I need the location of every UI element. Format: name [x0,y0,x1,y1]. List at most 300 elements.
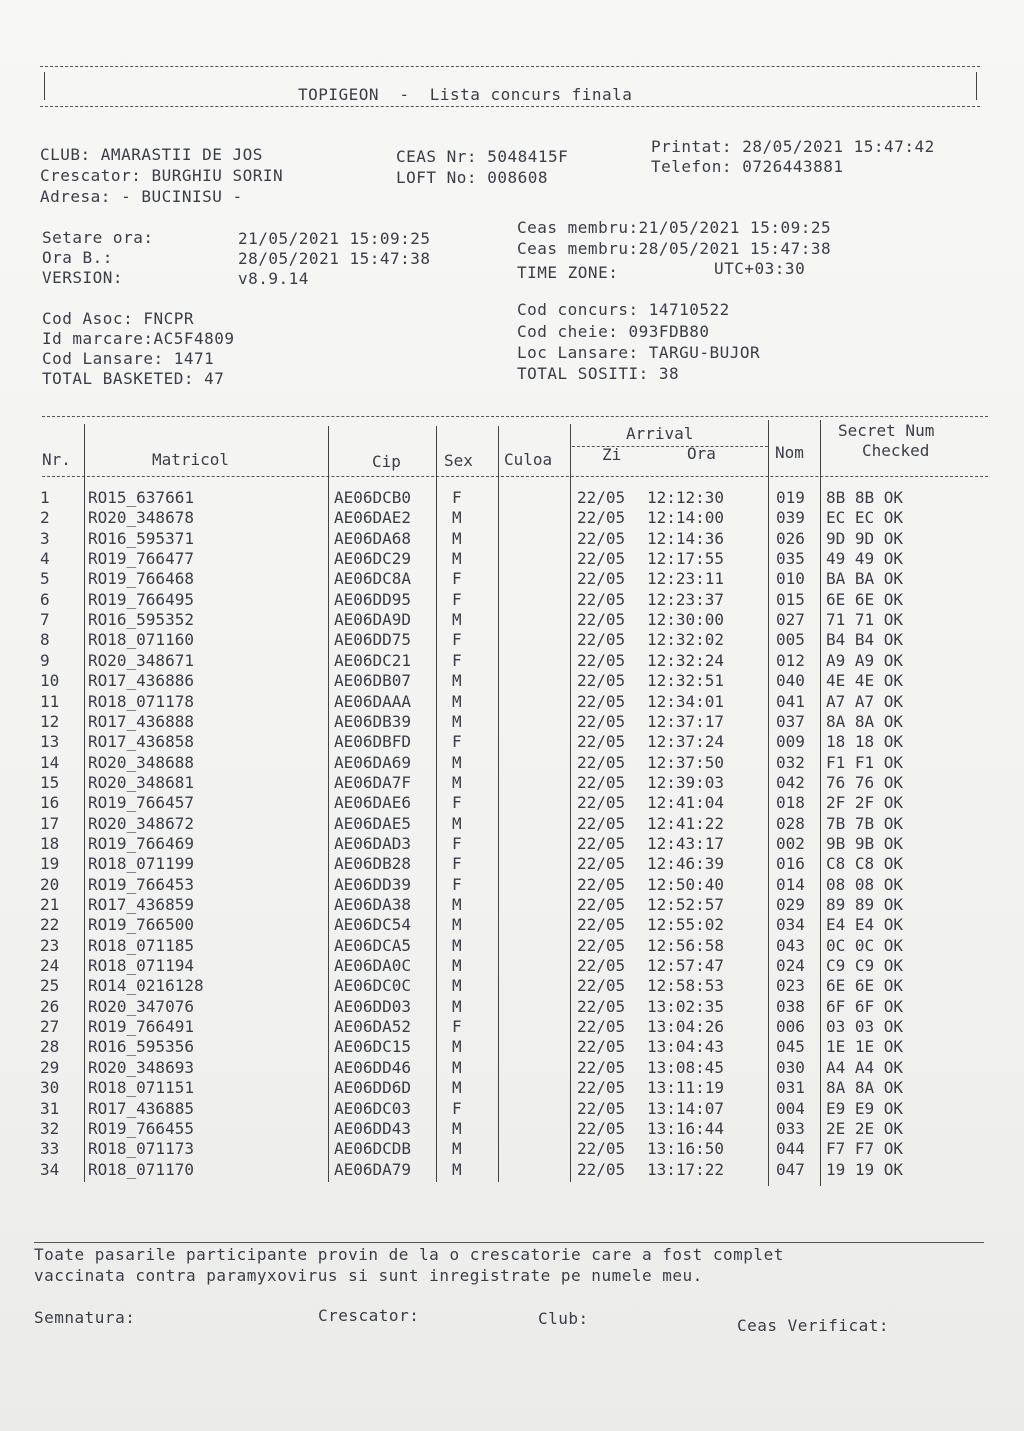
cell-nom: 028 [776,813,805,833]
cell-arrival-day: 22/05 [577,956,626,976]
table-row [0,976,1000,996]
cell-nom: 041 [776,691,805,711]
cell-secret-check: 7B 7B OK [826,813,904,833]
cell-row-number: 11 [40,691,60,711]
cell-secret-check: F1 F1 OK [826,752,904,772]
clock-verified-label: Ceas Verificat: [737,1316,889,1335]
version-label: VERSION: [42,268,124,287]
cell-chip-id: AE06DA38 [334,895,412,914]
cell-chip-id: AE06DA9D [334,610,412,630]
cell-nom: 009 [776,732,805,752]
cell-ring-number: RO19_766453 [88,874,194,894]
cell-ring-number: RO19_766469 [88,833,194,853]
cell-sex: M [452,752,462,772]
cell-arrival-day: 22/05 [577,630,626,650]
cell-ring-number: RO18_071170 [88,1159,194,1179]
cell-sex: F [452,854,462,874]
cell-ring-number: RO17_436885 [88,1098,194,1118]
cell-arrival-day: 22/05 [577,1017,626,1037]
cell-nom: 034 [776,915,805,935]
table-row [0,1058,1000,1078]
col-header-zi: Zi [602,445,622,464]
cell-ring-number: RO20_348693 [88,1057,194,1077]
cell-sex: M [452,772,462,792]
table-row [0,610,1000,630]
col-header-nom: Nom [775,443,804,462]
cell-sex: F [452,1017,462,1037]
cell-secret-check: 2F 2F OK [826,793,904,813]
col-header-arrival: Arrival [626,424,694,443]
cell-chip-id: AE06DCA5 [334,935,412,955]
cell-sex: F [452,793,462,813]
cell-arrival-time: 12:34:01 [647,691,725,711]
cell-secret-check: 71 71 OK [826,610,904,630]
cell-row-number: 13 [40,732,60,752]
cell-sex: F [452,1098,462,1118]
cell-arrival-time: 13:14:07 [647,1098,725,1118]
cell-row-number: 27 [40,1017,60,1037]
id-marcare: Id marcare:AC5F4809 [42,329,235,348]
cell-ring-number: RO18_071173 [88,1139,194,1159]
club-name: CLUB: AMARASTII DE JOS [40,145,263,164]
cell-secret-check: EC EC OK [826,508,904,528]
cell-sex: F [452,650,462,670]
cell-chip-id: AE06DD95 [334,589,412,609]
title-bottom-border [40,106,980,107]
cell-arrival-time: 12:32:51 [647,671,725,691]
cell-arrival-day: 22/05 [577,874,626,894]
cell-arrival-day: 22/05 [577,488,626,507]
cell-sex: F [452,874,462,894]
cell-row-number: 9 [40,650,50,670]
table-row [0,569,1000,589]
cell-secret-check: 8B 8B OK [826,488,904,507]
table-row [0,671,1000,691]
cell-ring-number: RO14_0216128 [88,976,204,996]
cell-secret-check: E4 E4 OK [826,915,904,935]
col-header-ora: Ora [687,444,716,463]
table-row [0,590,1000,610]
cell-sex: M [452,956,462,976]
cell-row-number: 22 [40,915,60,935]
cell-nom: 026 [776,528,805,548]
cell-secret-check: 8A 8A OK [826,711,904,731]
cell-sex: F [452,589,462,609]
cell-sex: F [452,833,462,853]
cell-arrival-day: 22/05 [577,691,626,711]
cell-row-number: 4 [40,549,50,569]
cell-arrival-time: 12:52:57 [647,895,725,914]
table-row [0,875,1000,895]
cell-arrival-time: 12:37:24 [647,732,725,752]
table-row [0,834,1000,854]
cell-sex: M [452,935,462,955]
cell-row-number: 31 [40,1098,60,1118]
cell-chip-id: AE06DC54 [334,915,412,935]
cell-nom: 039 [776,508,805,528]
cell-arrival-time: 12:17:55 [647,549,725,569]
cell-chip-id: AE06DAE5 [334,813,412,833]
cell-ring-number: RO17_436886 [88,671,194,691]
table-row [0,1017,1000,1037]
cell-arrival-time: 12:30:00 [647,610,725,630]
cell-arrival-time: 13:04:43 [647,1037,725,1057]
cell-secret-check: 49 49 OK [826,549,904,569]
cell-sex: M [452,671,462,691]
cell-ring-number: RO20_348678 [88,508,194,528]
cell-arrival-time: 12:41:22 [647,813,725,833]
table-row [0,956,1000,976]
clock-number: CEAS Nr: 5048415F [396,147,569,166]
cell-row-number: 10 [40,671,60,691]
table-top-border [42,416,988,417]
time-zone-label: TIME ZONE: [517,263,619,282]
cell-nom: 006 [776,1017,805,1037]
cell-chip-id: AE06DB07 [334,671,412,691]
cell-sex: M [452,996,462,1016]
cell-ring-number: RO17_436858 [88,732,194,752]
cell-nom: 012 [776,650,805,670]
cell-ring-number: RO16_595371 [88,528,194,548]
cell-ring-number: RO20_348688 [88,752,194,772]
cell-chip-id: AE06DAE2 [334,508,412,528]
cell-arrival-day: 22/05 [577,915,626,935]
cell-arrival-day: 22/05 [577,610,626,630]
cell-chip-id: AE06DD43 [334,1118,412,1138]
cell-chip-id: AE06DA68 [334,528,412,548]
table-row [0,1119,1000,1139]
cell-sex: M [452,976,462,996]
cell-secret-check: 6E 6E OK [826,976,904,996]
cell-sex: M [452,1159,462,1179]
cell-nom: 010 [776,569,805,589]
cell-chip-id: AE06DD75 [334,630,412,650]
member-clock-2: Ceas membru:28/05/2021 15:47:38 [517,239,832,258]
cell-secret-check: E9 E9 OK [826,1098,904,1118]
cell-arrival-day: 22/05 [577,996,626,1016]
table-row [0,793,1000,813]
title-top-border [40,66,980,67]
cell-chip-id: AE06DB39 [334,711,412,731]
cell-nom: 043 [776,935,805,955]
cell-arrival-time: 12:46:39 [647,854,725,874]
cell-nom: 035 [776,549,805,569]
title-left-border [44,72,45,100]
cell-ring-number: RO18_071199 [88,854,194,874]
cell-arrival-time: 13:11:19 [647,1078,725,1098]
cod-cheie: Cod cheie: 093FDB80 [517,322,710,341]
cell-chip-id: AE06DC15 [334,1037,412,1057]
table-row [0,692,1000,712]
cell-secret-check: C9 C9 OK [826,956,904,976]
cell-secret-check: F7 F7 OK [826,1139,904,1159]
cod-asoc: Cod Asoc: FNCPR [42,309,194,328]
cell-nom: 029 [776,895,805,914]
cell-sex: M [452,1037,462,1057]
cell-nom: 038 [776,996,805,1016]
breeder-signature-label: Crescator: [318,1306,420,1325]
cell-chip-id: AE06DD6D [334,1078,412,1098]
cell-row-number: 14 [40,752,60,772]
cell-row-number: 19 [40,854,60,874]
loft-number: LOFT No: 008608 [396,168,548,187]
cell-secret-check: 6F 6F OK [826,996,904,1016]
cell-row-number: 29 [40,1057,60,1077]
col-header-cip: Cip [372,452,401,471]
table-row [0,488,1000,508]
cell-nom: 018 [776,793,805,813]
time-zone-value: UTC+03:30 [714,259,806,278]
cell-secret-check: 89 89 OK [826,895,904,914]
cell-secret-check: 1E 1E OK [826,1037,904,1057]
cell-arrival-day: 22/05 [577,508,626,528]
cell-ring-number: RO20_348671 [88,650,194,670]
cell-secret-check: 2E 2E OK [826,1118,904,1138]
cell-arrival-time: 12:14:36 [647,528,725,548]
cell-nom: 044 [776,1139,805,1159]
cell-ring-number: RO18_071151 [88,1078,194,1098]
cell-nom: 042 [776,772,805,792]
cod-lansare: Cod Lansare: 1471 [42,349,215,368]
cell-arrival-time: 12:56:58 [647,935,725,955]
table-row [0,549,1000,569]
table-row [0,1099,1000,1119]
cell-chip-id: AE06DAD3 [334,833,412,853]
col-header-checked: Checked [862,441,930,460]
cell-sex: M [452,915,462,935]
cell-nom: 019 [776,488,805,507]
setare-ora-label: Setare ora: [42,228,154,247]
cell-secret-check: 6E 6E OK [826,589,904,609]
cell-ring-number: RO19_766457 [88,793,194,813]
cell-nom: 037 [776,711,805,731]
cell-secret-check: BA BA OK [826,569,904,589]
cell-arrival-day: 22/05 [577,935,626,955]
cell-arrival-day: 22/05 [577,671,626,691]
cell-chip-id: AE06DBFD [334,732,412,752]
cell-sex: M [452,813,462,833]
cell-secret-check: 9B 9B OK [826,833,904,853]
table-row [0,630,1000,650]
cell-ring-number: RO20_348672 [88,813,194,833]
cell-nom: 024 [776,956,805,976]
cod-concurs: Cod concurs: 14710522 [517,300,730,319]
table-row [0,1078,1000,1098]
cell-secret-check: 9D 9D OK [826,528,904,548]
cell-nom: 047 [776,1159,805,1179]
loc-lansare: Loc Lansare: TARGU-BUJOR [517,343,761,362]
cell-arrival-time: 13:16:50 [647,1139,725,1159]
cell-arrival-day: 22/05 [577,549,626,569]
cell-chip-id: AE06DC29 [334,549,412,569]
cell-secret-check: 03 03 OK [826,1017,904,1037]
ora-b-label: Ora B.: [42,248,113,267]
cell-nom: 015 [776,589,805,609]
cell-nom: 002 [776,833,805,853]
cell-ring-number: RO18_071160 [88,630,194,650]
cell-row-number: 34 [40,1159,60,1179]
cell-ring-number: RO19_766477 [88,549,194,569]
cell-nom: 016 [776,854,805,874]
printed-at: Printat: 28/05/2021 15:47:42 [651,137,935,156]
cell-chip-id: AE06DC03 [334,1098,412,1118]
total-basketed: TOTAL BASKETED: 47 [42,369,225,388]
cell-chip-id: AE06DAE6 [334,793,412,813]
cell-chip-id: AE06DA0C [334,956,412,976]
table-row [0,753,1000,773]
cell-secret-check: 18 18 OK [826,732,904,752]
cell-ring-number: RO19_766495 [88,589,194,609]
cell-arrival-time: 12:58:53 [647,976,725,996]
cell-chip-id: AE06DA79 [334,1159,412,1179]
cell-arrival-time: 12:12:30 [647,488,725,507]
cell-row-number: 28 [40,1037,60,1057]
cell-arrival-time: 13:04:26 [647,1017,725,1037]
cell-arrival-day: 22/05 [577,976,626,996]
cell-ring-number: RO17_436888 [88,711,194,731]
cell-arrival-day: 22/05 [577,895,626,914]
cell-arrival-day: 22/05 [577,1057,626,1077]
table-row [0,997,1000,1017]
cell-secret-check: 19 19 OK [826,1159,904,1179]
cell-arrival-day: 22/05 [577,528,626,548]
cell-chip-id: AE06DD39 [334,874,412,894]
cell-ring-number: RO16_595356 [88,1037,194,1057]
cell-row-number: 23 [40,935,60,955]
cell-secret-check: 4E 4E OK [826,671,904,691]
cell-arrival-day: 22/05 [577,793,626,813]
vaccination-statement-line2: vaccinata contra paramyxovirus si sunt inregistrate pe numele meu. [34,1266,703,1285]
breeder-name: Crescator: BURGHIU SORIN [40,166,284,185]
cell-ring-number: RO19_766491 [88,1017,194,1037]
cell-secret-check: C8 C8 OK [826,854,904,874]
cell-row-number: 16 [40,793,60,813]
cell-arrival-day: 22/05 [577,732,626,752]
table-header-border [42,476,988,477]
col-header-nr: Nr. [42,450,71,469]
cell-nom: 033 [776,1118,805,1138]
cell-arrival-time: 12:23:37 [647,589,725,609]
cell-nom: 030 [776,1057,805,1077]
cell-ring-number: RO18_071178 [88,691,194,711]
cell-row-number: 17 [40,813,60,833]
title-right-border [976,72,977,100]
cell-arrival-day: 22/05 [577,650,626,670]
cell-row-number: 1 [40,488,50,507]
cell-secret-check: 0C 0C OK [826,935,904,955]
ora-b-value: 28/05/2021 15:47:38 [238,249,431,268]
table-row [0,712,1000,732]
cell-ring-number: RO18_071194 [88,956,194,976]
cell-chip-id: AE06DC21 [334,650,412,670]
cell-row-number: 5 [40,569,50,589]
version-value: v8.9.14 [238,269,309,288]
table-row [0,936,1000,956]
cell-row-number: 32 [40,1118,60,1138]
footer-divider [34,1242,984,1243]
table-row [0,773,1000,793]
cell-secret-check: 8A 8A OK [826,1078,904,1098]
table-row [0,651,1000,671]
table-row [0,814,1000,834]
cell-chip-id: AE06DA52 [334,1017,412,1037]
cell-arrival-day: 22/05 [577,833,626,853]
cell-arrival-time: 12:37:17 [647,711,725,731]
cell-sex: M [452,528,462,548]
cell-arrival-time: 12:41:04 [647,793,725,813]
cell-sex: M [452,549,462,569]
table-row [0,732,1000,752]
cell-arrival-time: 12:50:40 [647,874,725,894]
cell-sex: F [452,569,462,589]
cell-row-number: 24 [40,956,60,976]
cell-sex: M [452,1139,462,1159]
cell-arrival-day: 22/05 [577,1078,626,1098]
cell-arrival-day: 22/05 [577,1139,626,1159]
table-row [0,1037,1000,1057]
cell-arrival-day: 22/05 [577,1098,626,1118]
setare-ora-value: 21/05/2021 15:09:25 [238,229,431,248]
cell-ring-number: RO15_637661 [88,488,194,507]
cell-ring-number: RO20_347076 [88,996,194,1016]
document-title: TOPIGEON - Lista concurs finala [298,85,633,104]
cell-chip-id: AE06DD03 [334,996,412,1016]
cell-row-number: 33 [40,1139,60,1159]
cell-sex: F [452,732,462,752]
cell-secret-check: A9 A9 OK [826,650,904,670]
cell-chip-id: AE06DCB0 [334,488,412,507]
cell-ring-number: RO19_766468 [88,569,194,589]
cell-row-number: 18 [40,833,60,853]
cell-row-number: 30 [40,1078,60,1098]
cell-chip-id: AE06DAAA [334,691,412,711]
cell-chip-id: AE06DB28 [334,854,412,874]
cell-nom: 045 [776,1037,805,1057]
cell-row-number: 3 [40,528,50,548]
cell-arrival-day: 22/05 [577,711,626,731]
cell-row-number: 8 [40,630,50,650]
cell-nom: 031 [776,1078,805,1098]
cell-row-number: 20 [40,874,60,894]
cell-nom: 032 [776,752,805,772]
cell-secret-check: 08 08 OK [826,874,904,894]
cell-chip-id: AE06DA69 [334,752,412,772]
cell-row-number: 26 [40,996,60,1016]
club-signature-label: Club: [538,1309,589,1328]
cell-chip-id: AE06DA7F [334,772,412,792]
cell-sex: M [452,610,462,630]
table-row [0,854,1000,874]
cell-nom: 005 [776,630,805,650]
cell-sex: M [452,691,462,711]
cell-sex: M [452,1057,462,1077]
cell-chip-id: AE06DCDB [334,1139,412,1159]
table-row [0,1139,1000,1159]
cell-chip-id: AE06DD46 [334,1057,412,1077]
cell-secret-check: A4 A4 OK [826,1057,904,1077]
cell-sex: M [452,1118,462,1138]
cell-sex: M [452,1078,462,1098]
cell-chip-id: AE06DC8A [334,569,412,589]
vaccination-statement-line1: Toate pasarile participante provin de la o crescatorie care a fost complet [34,1245,784,1264]
signature-label: Semnatura: [34,1308,136,1327]
cell-nom: 023 [776,976,805,996]
total-sositi: TOTAL SOSITI: 38 [517,364,680,383]
cell-arrival-day: 22/05 [577,854,626,874]
cell-sex: M [452,895,462,914]
cell-row-number: 2 [40,508,50,528]
cell-row-number: 7 [40,610,50,630]
